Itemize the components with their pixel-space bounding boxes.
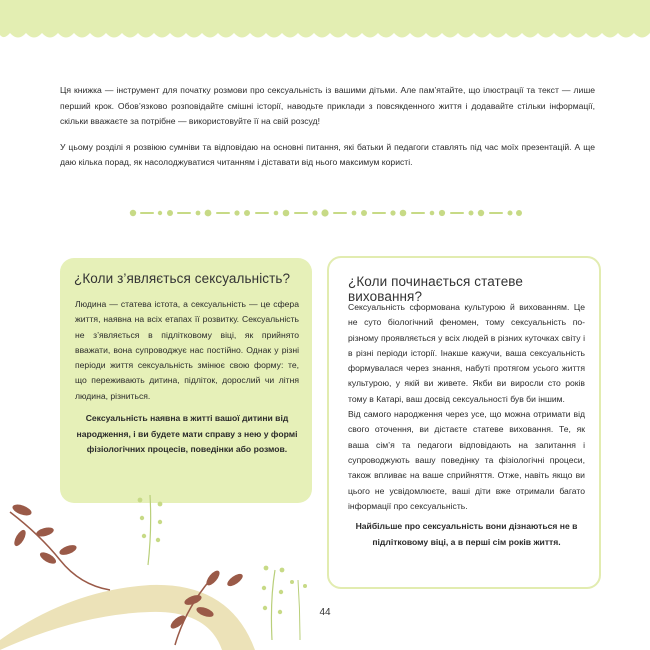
dotted-divider [128,205,523,221]
right-info-box [327,256,601,589]
left-box-body [75,297,299,458]
intro-text [60,83,595,181]
right-box-paragraph: Сексуальність сформована культурою й вихованням. Це не суто біологічний феномен, тому сексуальність по-різному проявляється у всіх людей в різних куточках світу і в різні періоди історії. Інакше кажучи, ваша сексуальність формувалася через знання, набуті протягом усього життя культурою, у якій ви живете. Якби ви виросли сто років тому в Катарі, ваш досвід сексуальності був би іншим. [348,302,585,404]
top-wave-decoration [0,0,650,50]
right-box-emphasis: Найбільше про сексуальність вони дізнаються не в підлітковому віці, а в перші сім років життя. [355,521,578,547]
left-info-box [60,258,312,503]
branch-illustration [0,490,340,650]
right-box-title: ¿Коли починається статеве виховання? [348,274,524,304]
right-box-body [348,300,585,550]
intro-paragraph: У цьому розділі я розвіюю сумніви та відповідаю на основні питання, які батьки й педагоги ставлять під час моїх презентацій. А ще даю кілька порад, як насолоджуватися читанням і діставати від нього максимум користі. [60,141,595,167]
left-box-title: ¿Коли з’являється сексуальність? [74,271,291,286]
left-box-paragraph: Людина — статева істота, а сексуальність — це сфера життя, наявна на всіх етапах її розвитку. Сексуальність не з’являється в підлітковому віці, як прийнято вважати, вона супроводжує нас постійно. Однак у різні періоди життя сексуальність змінює свою форму: те, що переживають дитина, підліток, дорослий чи літня людина, різниться. [75,299,299,401]
right-box-paragraph: Від самого народження через усе, що можна отримати від свого оточення, ви дістаєте статеве виховання. Те, як ваша сім’я та педагоги відповідають на запитання і супроводжують вашу поведінку та фізіологічні процеси, також впливає на ваше сприйняття. Отже, навіть якщо ви цього не усвідомлюєте, ваші діти вже отримали багато інформації про сексуальність. [348,409,585,511]
page-number: 44 [319,607,331,618]
left-box-emphasis: Сексуальність наявна в житті вашої дитини від народження, і ви будете мати справу з нею у формі фізіологічних процесів, поведінки або розмов. [76,413,298,455]
intro-paragraph: Ця книжка — інструмент для початку розмови про сексуальність із вашими дітьми. Але пам’ятайте, що ілюстрації та текст — лише перший крок. Обов’язково розповідайте смішні історії, наводьте приклади з повсякденного життя і додавайте стільки інформації, скільки вважаєте за потрібне — використовуйте її на свій розсуд! [60,85,595,126]
